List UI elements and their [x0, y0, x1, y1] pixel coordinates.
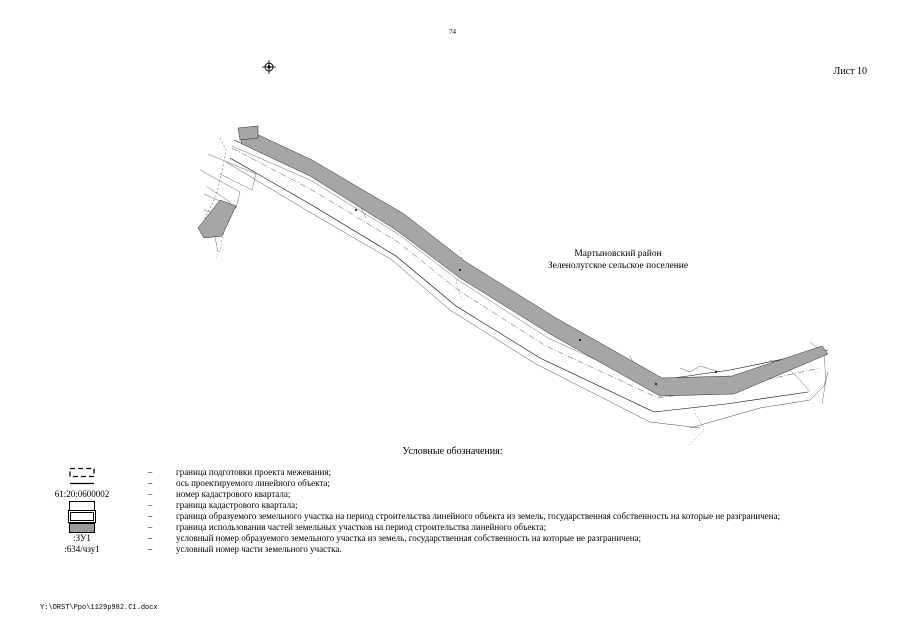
legend-dash: – [147, 489, 153, 499]
page-number: 74 [449, 28, 456, 36]
legend-text: условный номер образуемого земельного участка из земель, государственная собственность на которые не разграничена; [176, 533, 642, 543]
cadastral-map [160, 110, 850, 470]
legend-item [44, 500, 844, 511]
legend-symbol [44, 500, 120, 511]
partial-use-boundary-icon [69, 523, 95, 533]
legend-item [44, 511, 844, 522]
legend-text: ось проектируемого линейного объекта; [176, 478, 330, 488]
legend-item [44, 478, 844, 489]
plot-part-number-sample: :634/чзу1 [64, 544, 100, 554]
project-boundary-icon [69, 467, 95, 478]
legend-dash: – [147, 533, 153, 543]
axis-line [232, 148, 820, 398]
region-label [508, 248, 728, 272]
legend-symbol [44, 522, 120, 533]
legend-dash: – [147, 478, 153, 488]
legend-item [44, 544, 844, 555]
legend-dash: – [147, 522, 153, 532]
legend-item [44, 533, 844, 544]
legend-dash: – [147, 511, 153, 521]
legend-text: граница подготовки проекта межевания; [176, 467, 332, 477]
legend-dash: – [147, 544, 153, 554]
land-plot-boundary-icon [70, 512, 94, 521]
temporary-use-strip-start [198, 200, 236, 238]
legend-symbol [44, 467, 120, 478]
legend-item [44, 489, 844, 500]
legend-dash: – [147, 500, 153, 510]
legend-symbol [44, 511, 120, 522]
temporary-use-strip-top [238, 126, 258, 140]
cadastral-boundary-icon [69, 501, 95, 511]
corridor-lower-edge [230, 158, 808, 412]
legend-text: граница кадастрового квартала; [176, 500, 298, 510]
legend-symbol [44, 478, 120, 489]
legend [44, 467, 844, 555]
legend-title: Условные обозначения: [402, 446, 503, 457]
north-arrow-icon [262, 60, 276, 74]
cadastral-quarter-number-sample: 61:20:0600002 [54, 489, 110, 499]
legend-dash: – [147, 467, 153, 477]
region-district: Мартыновский район [574, 249, 662, 259]
plot-number-sample: :ЗУ1 [73, 533, 91, 543]
region-settlement: Зеленолугское сельское поселение [547, 261, 689, 271]
legend-item [44, 522, 844, 533]
file-path: Y:\ORST\Ppo\1129p982.C1.docx [40, 604, 158, 612]
legend-text: условный номер части земельного участка. [176, 544, 342, 554]
axis-line-icon [69, 478, 95, 489]
legend-item [44, 467, 844, 478]
legend-text: номер кадастрового квартала; [176, 489, 291, 499]
legend-text: граница образуемого земельного участка на период строительства линейного объекта из земель, государственная собственность на которые не разграничена; [176, 511, 781, 521]
legend-text: граница использования частей земельных участков на период строительства линейного объекта; [176, 522, 547, 532]
sheet-label: Лист 10 [833, 66, 867, 77]
